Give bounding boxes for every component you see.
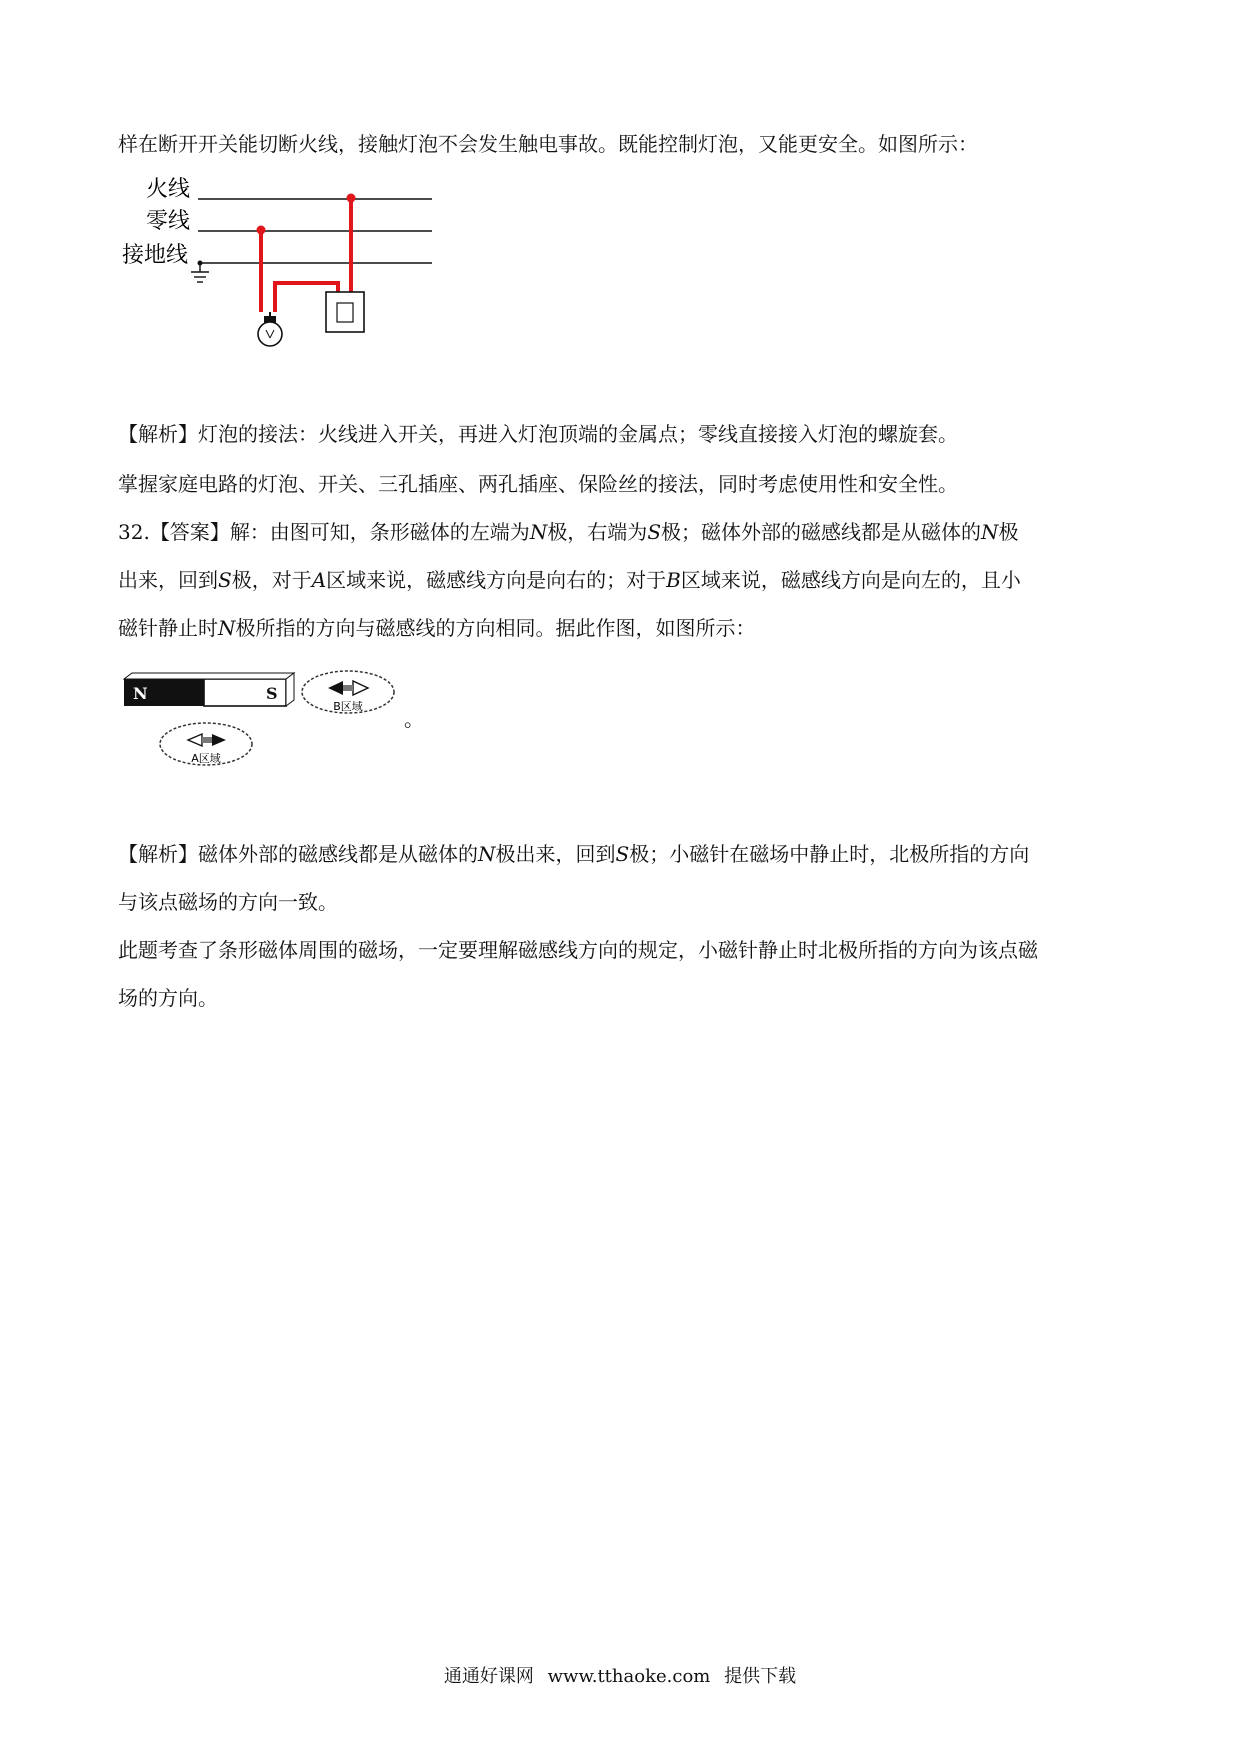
symbol-s: S <box>218 568 232 592</box>
text-segment: 磁针静止时 <box>118 616 218 640</box>
footer-brand: 通通好课网 <box>443 1666 534 1687</box>
text-segment: 出来，回到 <box>118 568 218 592</box>
paragraph-analysis-2-line-2 <box>118 888 338 916</box>
bar-magnet <box>124 673 294 706</box>
symbol-s: S <box>647 520 662 544</box>
text-segment: 此题考查了条形磁体周围的磁场，一定要理解磁感线方向的规定，小磁针静止时北极所指的方向为该点磁 <box>118 938 1038 962</box>
paragraph-analysis-2 <box>118 840 1029 868</box>
compass-needle-b-icon <box>328 681 368 695</box>
paragraph-summary-2 <box>118 936 1038 964</box>
symbol-b: B <box>666 568 681 592</box>
figure-period: 。 <box>404 707 424 731</box>
symbol-n: N <box>218 616 236 640</box>
south-pole-label: S <box>266 684 278 703</box>
symbol-n: N <box>981 520 999 544</box>
paragraph-1-text: 样在断开开关能切断火线，接触灯泡不会发生触电事故。既能控制灯泡，又能更安全。如图所示： <box>118 132 978 156</box>
text-segment: 区域来说，磁感线方向是向右的；对于 <box>326 568 667 592</box>
text-segment: 磁体外部的磁感线都是从磁体的 <box>198 842 478 866</box>
zone-a <box>160 723 252 765</box>
text-segment: 极；磁体外部的磁感线都是从磁体的 <box>661 520 982 544</box>
symbol-n: N <box>478 842 496 866</box>
text-segment: 极 <box>998 520 1019 544</box>
symbol-s: S <box>615 842 630 866</box>
analysis-heading: 【解析】 <box>118 422 198 446</box>
symbol-a: A <box>311 568 327 592</box>
text-segment: 场的方向。 <box>118 986 218 1010</box>
footer-suffix: 提供下载 <box>724 1666 797 1687</box>
page-footer <box>0 1662 1240 1688</box>
live-wire-label: 火线 <box>146 177 191 202</box>
symbol-n: N <box>529 520 548 544</box>
ground-wire-label: 接地线 <box>122 243 189 268</box>
answer-tag: 【答案】 <box>149 520 230 544</box>
text-segment: 极，对于 <box>231 568 312 592</box>
north-pole-label: N <box>133 684 148 703</box>
text-segment: 解：由图可知，条形磁体的左端为 <box>229 520 530 544</box>
text-segment: 极所指的方向与磁感线的方向相同。据此作图，如图所示： <box>235 616 756 640</box>
compass-needle-a-icon <box>188 734 226 746</box>
text-segment: 区域来说，磁感线方向是向左的，且小 <box>680 568 1021 592</box>
analysis-text: 灯泡的接法：火线进入开关，再进入灯泡顶端的金属点；零线直接接入灯泡的螺旋套。 <box>198 422 958 446</box>
text-segment: 极，右端为 <box>547 520 648 544</box>
text-segment: 与该点磁场的方向一致。 <box>118 890 338 914</box>
zone-b <box>302 671 394 713</box>
question-number: 32. <box>118 520 150 544</box>
zone-b-label: B区域 <box>333 700 363 713</box>
neutral-wire-label: 零线 <box>146 209 191 234</box>
bar-magnet-diagram <box>0 0 1240 800</box>
footer-url[interactable]: www.tthaoke.com <box>547 1666 711 1687</box>
paragraph-summary-2-line-2 <box>118 984 218 1012</box>
summary-text: 掌握家庭电路的灯泡、开关、三孔插座、两孔插座、保险丝的接法，同时考虑使用性和安全性。 <box>118 472 958 496</box>
zone-a-label: A区域 <box>191 752 221 765</box>
text-segment: 极出来，回到 <box>495 842 616 866</box>
text-segment: 极；小磁针在磁场中静止时，北极所指的方向 <box>629 842 1030 866</box>
analysis-heading: 【解析】 <box>118 842 198 866</box>
